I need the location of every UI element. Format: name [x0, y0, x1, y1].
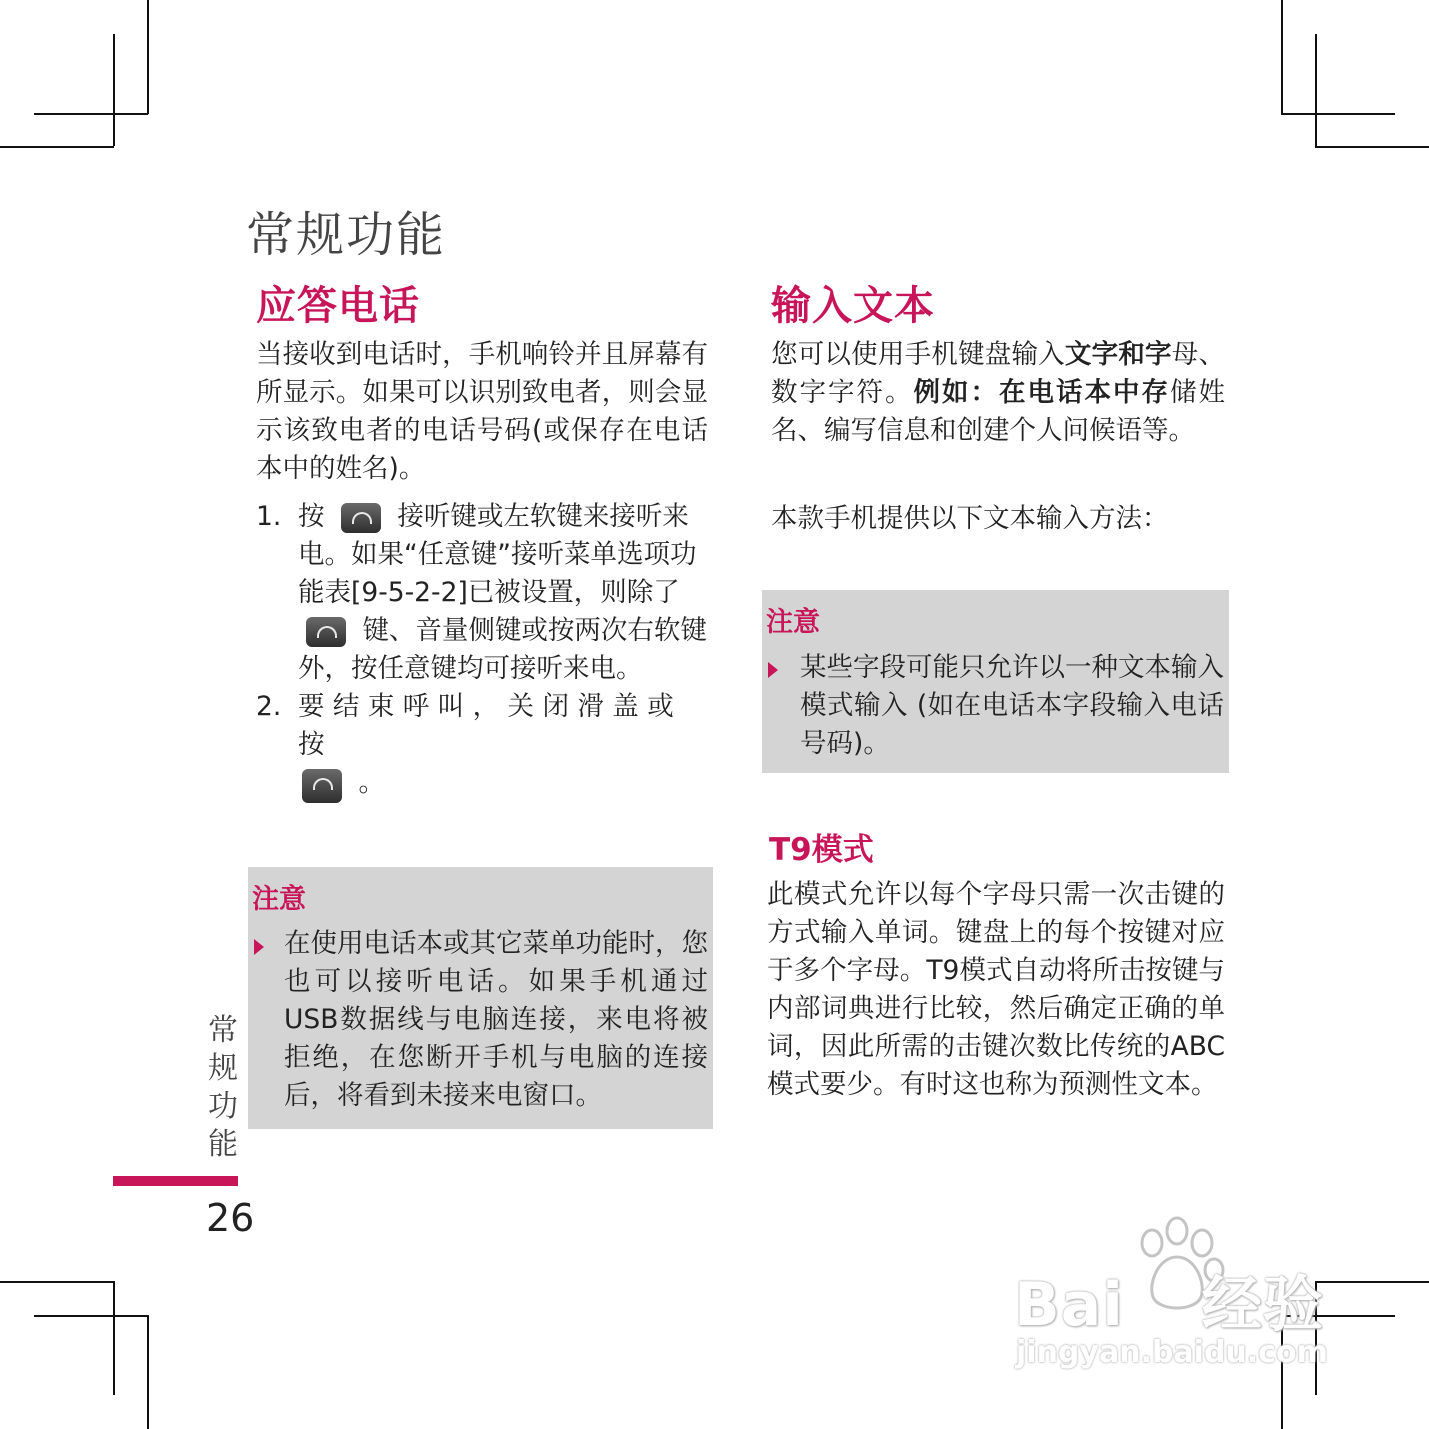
intro-text: 您可以使用手机键盘输入: [771, 339, 1065, 370]
side-tab-char: 功: [208, 1089, 238, 1124]
crop-mark: [147, 0, 149, 114]
t9-description: 此模式允许以每个字母只需一次击键的方式输入单词。键盘上的每个按键对应于多个字母。T9模式自动将所击按键与内部词典进行比较，然后确定正确的单词，因此所需的击键次数比传统的ABC模式要少。有时这也称为预测性文本。: [767, 879, 1225, 1100]
side-tab-char: 常: [208, 1013, 238, 1048]
note-text: 某些字段可能只允许以一种文本输入模式输入 (如在电话本字段输入电话号码)。: [800, 652, 1224, 759]
crop-mark: [147, 1315, 149, 1429]
triangle-bullet-icon: [254, 939, 264, 955]
text-input-methods: 本款手机提供以下文本输入方法：: [771, 503, 1169, 534]
crop-mark: [34, 1315, 148, 1317]
step-number: 2.: [256, 691, 282, 722]
side-tab-char: 规: [208, 1051, 238, 1086]
note-title: 注意: [252, 884, 306, 915]
crop-mark: [1281, 0, 1283, 114]
crop-mark: [1315, 34, 1317, 146]
side-chapter-tab: [206, 1012, 240, 1164]
intro-text: 储姓名、编写信息和创建个人问候语等。: [771, 377, 1225, 446]
crop-mark: [0, 146, 114, 148]
step-number: 1.: [256, 501, 282, 532]
triangle-bullet-icon: [768, 662, 778, 678]
crop-mark: [1315, 146, 1429, 148]
call-end-key-icon: [302, 769, 342, 803]
crop-mark: [113, 34, 115, 146]
call-send-key-icon: [341, 503, 381, 533]
note-title: 注意: [766, 607, 820, 638]
watermark-brand: Bai 经验: [1014, 1270, 1324, 1340]
step-text: 。: [358, 767, 385, 798]
text-input-heading: 输入文本: [771, 283, 935, 329]
intro-text: 例如：在电话本中存: [913, 377, 1170, 408]
section-title: 常规功能: [246, 207, 447, 263]
step-1: [256, 498, 708, 688]
answer-call-steps: [256, 498, 708, 803]
crop-mark: [1281, 113, 1395, 115]
answer-call-note: [248, 867, 713, 1129]
note-text: 在使用电话本或其它菜单功能时，您也可以接听电话。如果手机通过USB数据线与电脑连接，来电将被拒绝，在您断开手机与电脑的连接后，将看到未接来电窗口。: [284, 928, 708, 1111]
baidu-jingyan-watermark: [1010, 1215, 1340, 1375]
text-input-intro: [771, 336, 1225, 450]
step-text: 要 结 束 呼 叫 ， 关 闭 滑 盖 或 按: [298, 691, 674, 760]
watermark-url: jingyan.baidu.com: [1016, 1335, 1328, 1370]
intro-text: 文字和字: [1064, 339, 1172, 370]
crop-mark: [113, 1281, 115, 1395]
side-tab-char: 能: [208, 1127, 238, 1162]
answer-call-heading: 应答电话: [256, 283, 420, 329]
crop-mark: [34, 113, 148, 115]
text-input-note: [762, 590, 1229, 773]
step-2: [256, 688, 708, 803]
intro-text: 母、数字字符。: [771, 339, 1225, 408]
call-end-key-icon: [306, 617, 346, 647]
t9-heading: T9模式: [769, 832, 874, 868]
step-text: 键、音量侧键或按两次右软键外，按任意键均可接听来电。: [298, 615, 707, 684]
page-number: 26: [206, 1196, 255, 1240]
answer-call-intro: 当接收到电话时，手机响铃并且屏幕有所显示。如果可以识别致电者，则会显示该致电者的电话号码(或保存在电话本中的姓名)。: [256, 339, 708, 484]
chapter-accent-bar: [113, 1176, 238, 1186]
step-text: 按: [298, 501, 325, 532]
step-text: 接听键或左软键来接听来电。如果“任意键”接听菜单选项功能表[9-5-2-2]已被设置，则除了: [298, 501, 697, 608]
crop-mark: [0, 1281, 114, 1283]
